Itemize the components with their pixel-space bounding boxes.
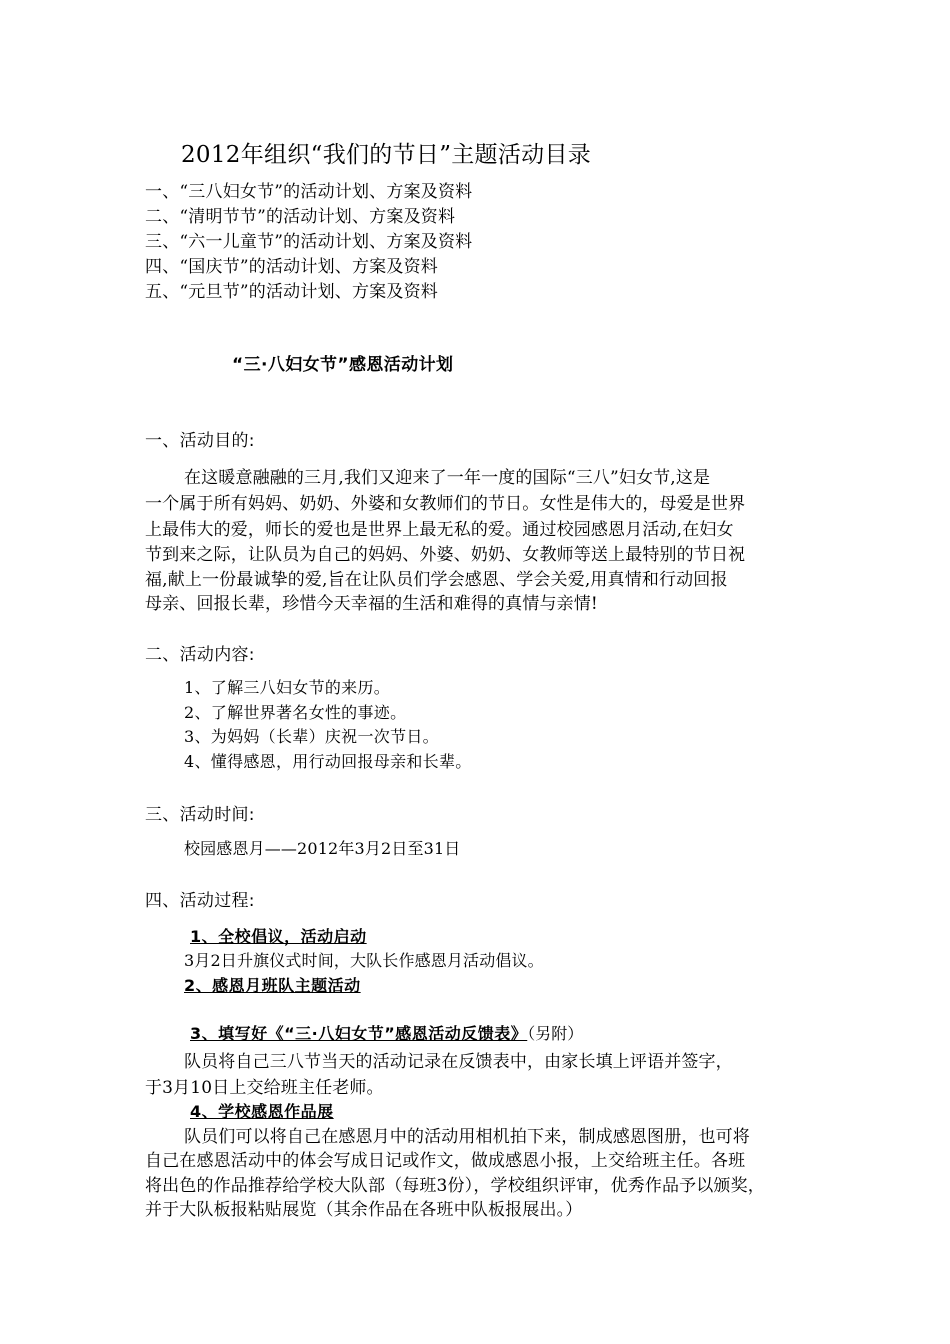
step-4-line: 自己在感恩活动中的体会写成日记或作文，做成感恩小报，上交给班主任。各班 (145, 1151, 746, 1171)
purpose-line: 在这暖意融融的三月,我们又迎来了一年一度的国际“三八”妇女节,这是 (184, 468, 711, 488)
section-heading-process: 四、活动过程: (145, 891, 255, 911)
step-4-line: 队员们可以将自己在感恩月中的活动用相机拍下来，制成感恩图册，也可将 (184, 1127, 750, 1147)
content-list-item: 4、懂得感恩，用行动回报母亲和长辈。 (184, 752, 472, 771)
step-3-line: 队员将自己三八节当天的活动记录在反馈表中，由家长填上评语并签字， (184, 1052, 733, 1072)
toc-item-4: 四、“国庆节”的活动计划、方案及资料 (145, 257, 438, 277)
purpose-line: 母亲、回报长辈，珍惜今天幸福的生活和难得的真情与亲情! (145, 594, 598, 614)
toc-item-3: 三、“六一儿童节”的活动计划、方案及资料 (145, 232, 473, 252)
document-title: 2012年组织“我们的节日”主题活动目录 (181, 142, 592, 168)
section-heading-content: 二、活动内容: (145, 645, 255, 665)
purpose-line: 节到来之际，让队员为自己的妈妈、外婆、奶奶、女教师等送上最特别的节日祝 (145, 545, 746, 565)
content-list-item: 2、了解世界著名女性的事迹。 (184, 703, 407, 722)
step-3-title: 3、填写好《“三·八妇女节”感恩活动反馈表》 (190, 1024, 528, 1043)
purpose-line: 上最伟大的爱，师长的爱也是世界上最无私的爱。通过校园感恩月活动,在妇女 (145, 520, 734, 540)
plan-title: “三·八妇女节”感恩活动计划 (232, 355, 454, 375)
step-4-title: 4、学校感恩作品展 (190, 1102, 334, 1121)
toc-item-2: 二、“清明节节”的活动计划、方案及资料 (145, 207, 456, 227)
content-list-item: 3、为妈妈（长辈）庆祝一次节日。 (184, 727, 439, 746)
activity-time-text: 校园感恩月——2012年3月2日至31日 (184, 839, 461, 858)
content-list-item: 1、了解三八妇女节的来历。 (184, 678, 391, 697)
step-2-title: 2、感恩月班队主题活动 (184, 976, 361, 995)
section-heading-purpose: 一、活动目的: (145, 431, 255, 451)
step-3-note: （另附） (527, 1024, 584, 1043)
toc-item-1: 一、“三八妇女节”的活动计划、方案及资料 (145, 182, 473, 202)
step-4-line: 将出色的作品推荐给学校大队部（每班3份），学校组织评审，优秀作品予以颁奖， (145, 1176, 765, 1196)
purpose-line: 福,献上一份最诚挚的爱,旨在让队员们学会感恩、学会关爱,用真情和行动回报 (145, 570, 728, 590)
purpose-line: 一个属于所有妈妈、奶奶、外婆和女教师们的节日。女性是伟大的，母爱是世界 (145, 494, 746, 514)
step-3-line: 于3月10日上交给班主任老师。 (145, 1078, 384, 1098)
toc-item-5: 五、“元旦节”的活动计划、方案及资料 (145, 282, 438, 302)
step-1-title: 1、全校倡议，活动启动 (190, 927, 367, 946)
step-3-heading-row (190, 1021, 583, 1044)
step-1-text: 3月2日升旗仪式时间，大队长作感恩月活动倡议。 (184, 951, 544, 970)
step-4-line: 并于大队板报粘贴展览（其余作品在各班中队板报展出。） (145, 1200, 583, 1220)
section-heading-time: 三、活动时间: (145, 805, 255, 825)
